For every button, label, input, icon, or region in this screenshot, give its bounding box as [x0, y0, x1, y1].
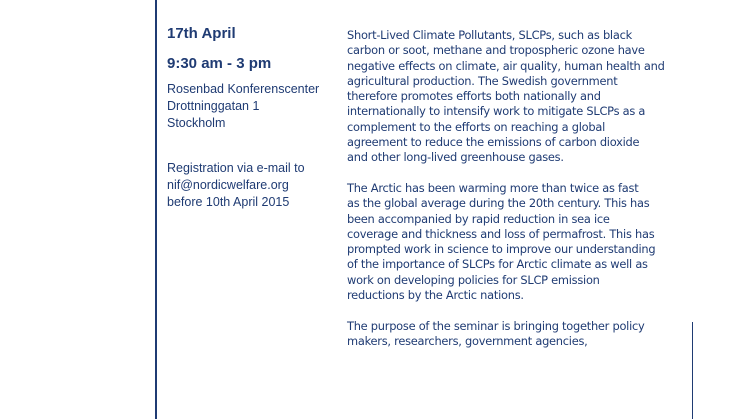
registration-deadline: before 10th April 2015	[167, 195, 290, 209]
event-time: 9:30 am - 3 pm	[167, 55, 272, 72]
body-text	[347, 28, 699, 365]
registration-info	[167, 160, 337, 211]
venue-name: Rosenbad Konferenscenter	[167, 82, 320, 96]
event-venue	[167, 81, 337, 132]
event-details-sidebar	[167, 25, 337, 211]
venue-city: Stockholm	[167, 116, 226, 130]
paragraph-arctic-warming: The Arctic has been warming more than twice as fast as the global average during the 20th century. This has been accompanied by rapid reduction in sea ice coverage and thickness and loss of permafrost. This has prompted work in science to improve our understanding of the importance of SLCPs for Arctic climate as well as work on developing policies for SLCP emission reductions by the Arctic nations.	[347, 180, 656, 303]
event-date: 17th April	[167, 25, 236, 42]
registration-line: Registration via e-mail to	[167, 161, 305, 175]
left-divider-line	[155, 0, 157, 419]
registration-email: nif@nordicwelfare.org	[167, 178, 289, 192]
venue-street: Drottninggatan 1	[167, 99, 260, 113]
paragraph-seminar-purpose: The purpose of the seminar is bringing together policy makers, researchers, government agencies,	[347, 318, 645, 348]
paragraph-slcp-intro: Short-Lived Climate Pollutants, SLCPs, such as black carbon or soot, methane and tropospheric ozone have negative effects on climate, air quality, human health and agricultural production. The Swedish government therefore promotes efforts both nationally and internationally to intensify work to mitigate SLCPs as a complement to the efforts on reaching a global agreement to reduce the emissions of carbon dioxide and other long-lived greenhouse gases.	[347, 28, 665, 165]
